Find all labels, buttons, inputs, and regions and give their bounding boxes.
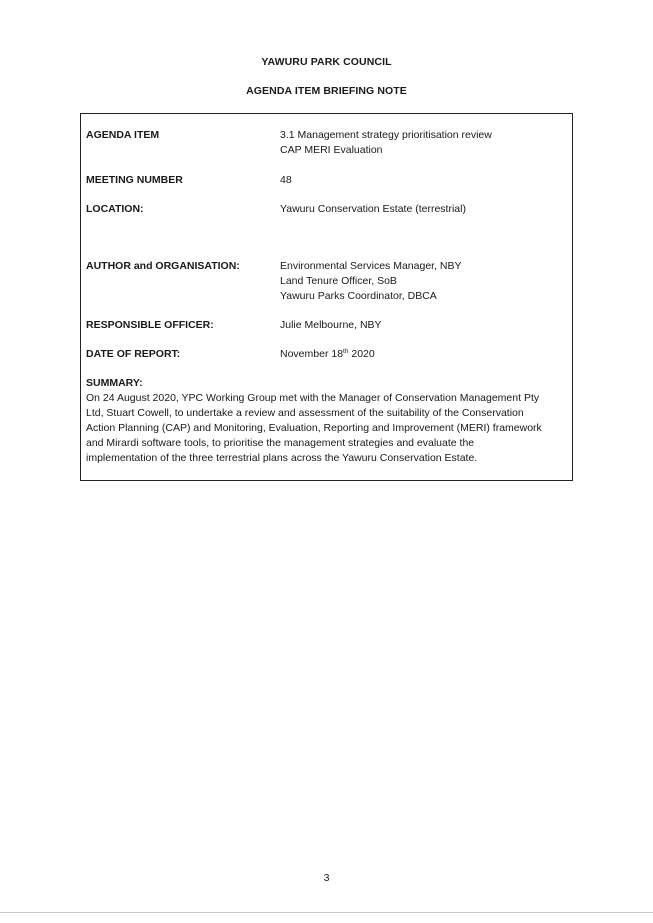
author-line: Land Tenure Officer, SoB: [280, 275, 397, 287]
page-bottom-divider: [0, 912, 653, 913]
summary-line: On 24 August 2020, YPC Working Group met with the Manager of Conservation Management Pty: [86, 392, 540, 404]
location-label: LOCATION:: [86, 203, 144, 215]
council-name: YAWURU PARK COUNCIL: [261, 56, 392, 68]
author-line: Yawuru Parks Coordinator, DBCA: [280, 290, 437, 302]
summary-label: SUMMARY:: [86, 377, 143, 389]
author-line: Environmental Services Manager, NBY: [280, 260, 462, 272]
meeting-number-text: 48: [280, 174, 292, 186]
summary-line: implementation of the three terrestrial plans across the Yawuru Conservation Estate.: [86, 452, 478, 464]
page-number: 3: [323, 872, 330, 884]
location-text: Yawuru Conservation Estate (terrestrial): [280, 203, 466, 215]
agenda-item-line: CAP MERI Evaluation: [280, 144, 383, 156]
author-label: AUTHOR and ORGANISATION:: [86, 260, 240, 272]
meeting-number-value: [280, 173, 565, 188]
location-value: [280, 202, 565, 217]
meeting-number-label: MEETING NUMBER: [86, 174, 183, 186]
summary-line: Action Planning (CAP) and Monitoring, Evaluation, Reporting and Improvement (MERI) framework: [86, 422, 542, 434]
date-year: 2020: [348, 348, 375, 360]
summary-line: Ltd, Stuart Cowell, to undertake a review and assessment of the suitability of the Conservation: [86, 407, 524, 419]
responsible-officer-text: Julie Melbourne, NBY: [280, 319, 382, 331]
briefing-details-box: [80, 113, 573, 481]
date-of-report-value: [280, 347, 565, 362]
briefing-note-title: AGENDA ITEM BRIEFING NOTE: [246, 85, 407, 97]
date-prefix: November 18: [280, 348, 344, 360]
agenda-item-value: [280, 128, 565, 158]
summary-line: and Mirardi software tools, to prioritise the management strategies and evaluate the: [86, 437, 475, 449]
date-ordinal-suffix: th: [343, 348, 349, 355]
responsible-officer-label: RESPONSIBLE OFFICER:: [86, 319, 214, 331]
responsible-officer-value: [280, 318, 565, 333]
agenda-item-line: 3.1 Management strategy prioritisation review: [280, 129, 492, 141]
author-value: [280, 259, 565, 304]
date-of-report-label: DATE OF REPORT:: [86, 348, 181, 360]
summary-section: [86, 376, 570, 466]
agenda-item-label: AGENDA ITEM: [86, 129, 160, 141]
